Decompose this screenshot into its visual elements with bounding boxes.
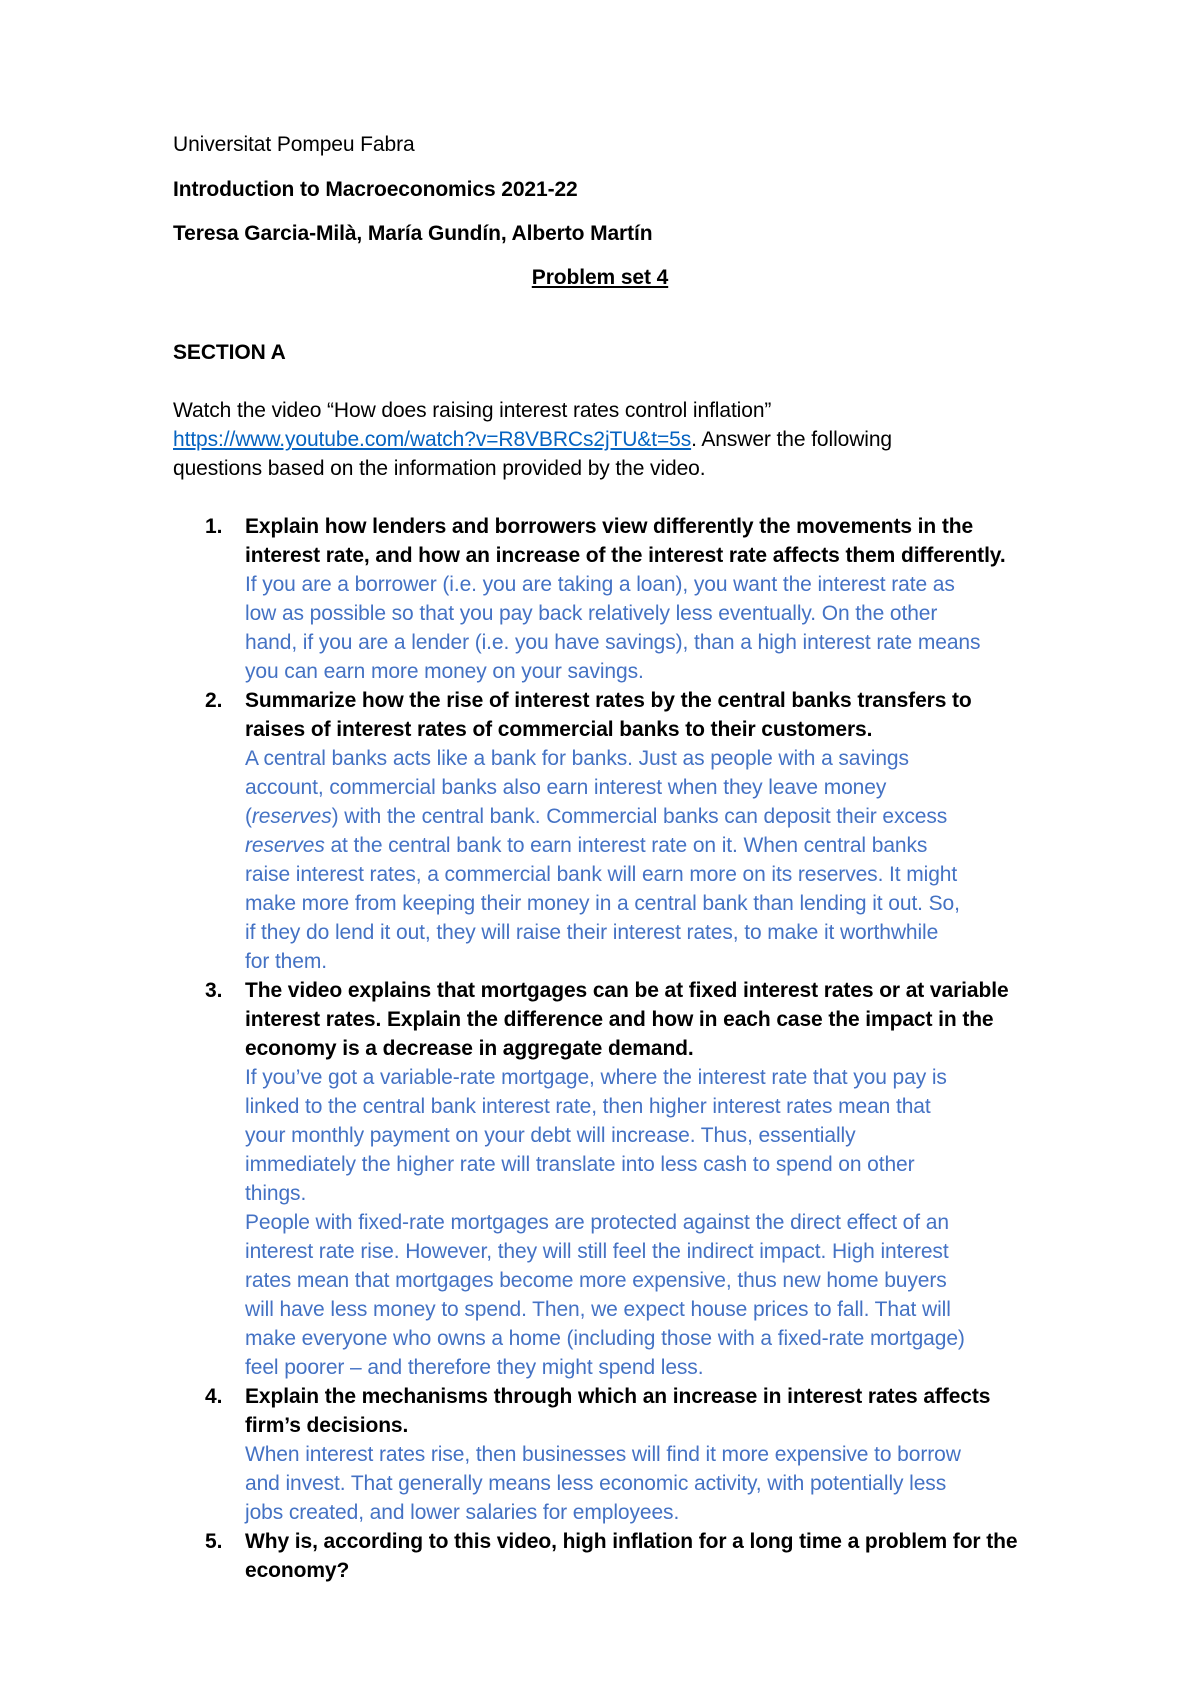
intro-line-2: [173, 425, 892, 454]
answer-text-line: feel poorer – and therefore they might spend less.: [245, 1356, 704, 1379]
answer-text-line: (reserves) with the central bank. Commercial banks can deposit their excess: [245, 805, 948, 828]
video-link[interactable]: https://www.youtube.com/watch?v=R8VBRCs2jTU&t=5s: [173, 428, 692, 451]
answer-text-line: immediately the higher rate will translate into less cash to spend on other: [245, 1153, 915, 1176]
question-number: 5.: [205, 1530, 223, 1553]
question-text-line: Explain the mechanisms through which an increase in interest rates affects: [245, 1385, 991, 1408]
section-title: SECTION A: [173, 341, 286, 364]
question-text-line: Summarize how the rise of interest rates by the central banks transfers to: [245, 689, 972, 712]
answer-text-line: If you are a borrower (i.e. you are taking a loan), you want the interest rate as: [245, 573, 955, 596]
answer-text-line: your monthly payment on your debt will increase. Thus, essentially: [245, 1124, 856, 1147]
question-text-line: The video explains that mortgages can be at fixed interest rates or at variable: [245, 979, 1009, 1002]
question-number: 3.: [205, 979, 223, 1002]
answer-text-line: If you’ve got a variable-rate mortgage, where the interest rate that you pay is: [245, 1066, 947, 1089]
answer-text-line: rates mean that mortgages become more expensive, thus new home buyers: [245, 1269, 947, 1292]
answer-text-line: raise interest rates, a commercial bank will earn more on its reserves. It might: [245, 863, 958, 886]
answer-text-line: jobs created, and lower salaries for employees.: [245, 1501, 680, 1524]
answer-text-line: if they do lend it out, they will raise their interest rates, to make it worthwhile: [245, 921, 939, 944]
question-text-line: economy?: [245, 1559, 350, 1582]
answer-text-line: account, commercial banks also earn interest when they leave money: [245, 776, 887, 799]
answer-text-line: low as possible so that you pay back relatively less eventually. On the other: [245, 602, 938, 625]
answer-text-line: When interest rates rise, then businesses will find it more expensive to borrow: [245, 1443, 961, 1466]
question-number: 1.: [205, 515, 223, 538]
question-text-line: economy is a decrease in aggregate demand.: [245, 1037, 694, 1060]
answer-text-line: for them.: [245, 950, 327, 973]
answer-text-line: things.: [245, 1182, 307, 1205]
university-name: Universitat Pompeu Fabra: [173, 133, 415, 156]
answer-text-line: hand, if you are a lender (i.e. you have savings), than a high interest rate means: [245, 631, 981, 654]
answer-text-line: will have less money to spend. Then, we expect house prices to fall. That will: [245, 1298, 951, 1321]
answer-text-line: interest rate rise. However, they will still feel the indirect impact. High interest: [245, 1240, 949, 1263]
answer-text-line: A central banks acts like a bank for banks. Just as people with a savings: [245, 747, 909, 770]
question-text-line: interest rate, and how an increase of the interest rate affects them differently.: [245, 544, 1006, 567]
problem-set-title: Problem set 4: [531, 266, 669, 289]
answer-text-line: make more from keeping their money in a central bank than lending it out. So,: [245, 892, 960, 915]
answer-text-line: linked to the central bank interest rate, then higher interest rates mean that: [245, 1095, 931, 1118]
question-text-line: Explain how lenders and borrowers view differently the movements in the: [245, 515, 974, 538]
answer-text-line: reserves at the central bank to earn interest rate on it. When central banks: [245, 834, 928, 857]
question-text-line: Why is, according to this video, high inflation for a long time a problem for the: [245, 1530, 1018, 1553]
question-text-line: firm’s decisions.: [245, 1414, 409, 1437]
course-title: Introduction to Macroeconomics 2021-22: [173, 178, 578, 201]
question-text-line: raises of interest rates of commercial banks to their customers.: [245, 718, 873, 741]
answer-text-line: you can earn more money on your savings.: [245, 660, 644, 683]
question-number: 2.: [205, 689, 223, 712]
question-number: 4.: [205, 1385, 223, 1408]
answer-text-line: make everyone who owns a home (including those with a fixed-rate mortgage): [245, 1327, 965, 1350]
intro-line-1: Watch the video “How does raising interest rates control inflation”: [173, 399, 772, 422]
intro-line-3: questions based on the information provided by the video.: [173, 457, 706, 480]
answer-text-line: People with fixed-rate mortgages are protected against the direct effect of an: [245, 1211, 949, 1234]
authors: Teresa Garcia-Milà, María Gundín, Alberto Martín: [173, 222, 653, 245]
intro-line-2-rest: . Answer the following: [691, 428, 893, 451]
answer-text-line: and invest. That generally means less economic activity, with potentially less: [245, 1472, 947, 1495]
question-text-line: interest rates. Explain the difference and how in each case the impact in the: [245, 1008, 994, 1031]
